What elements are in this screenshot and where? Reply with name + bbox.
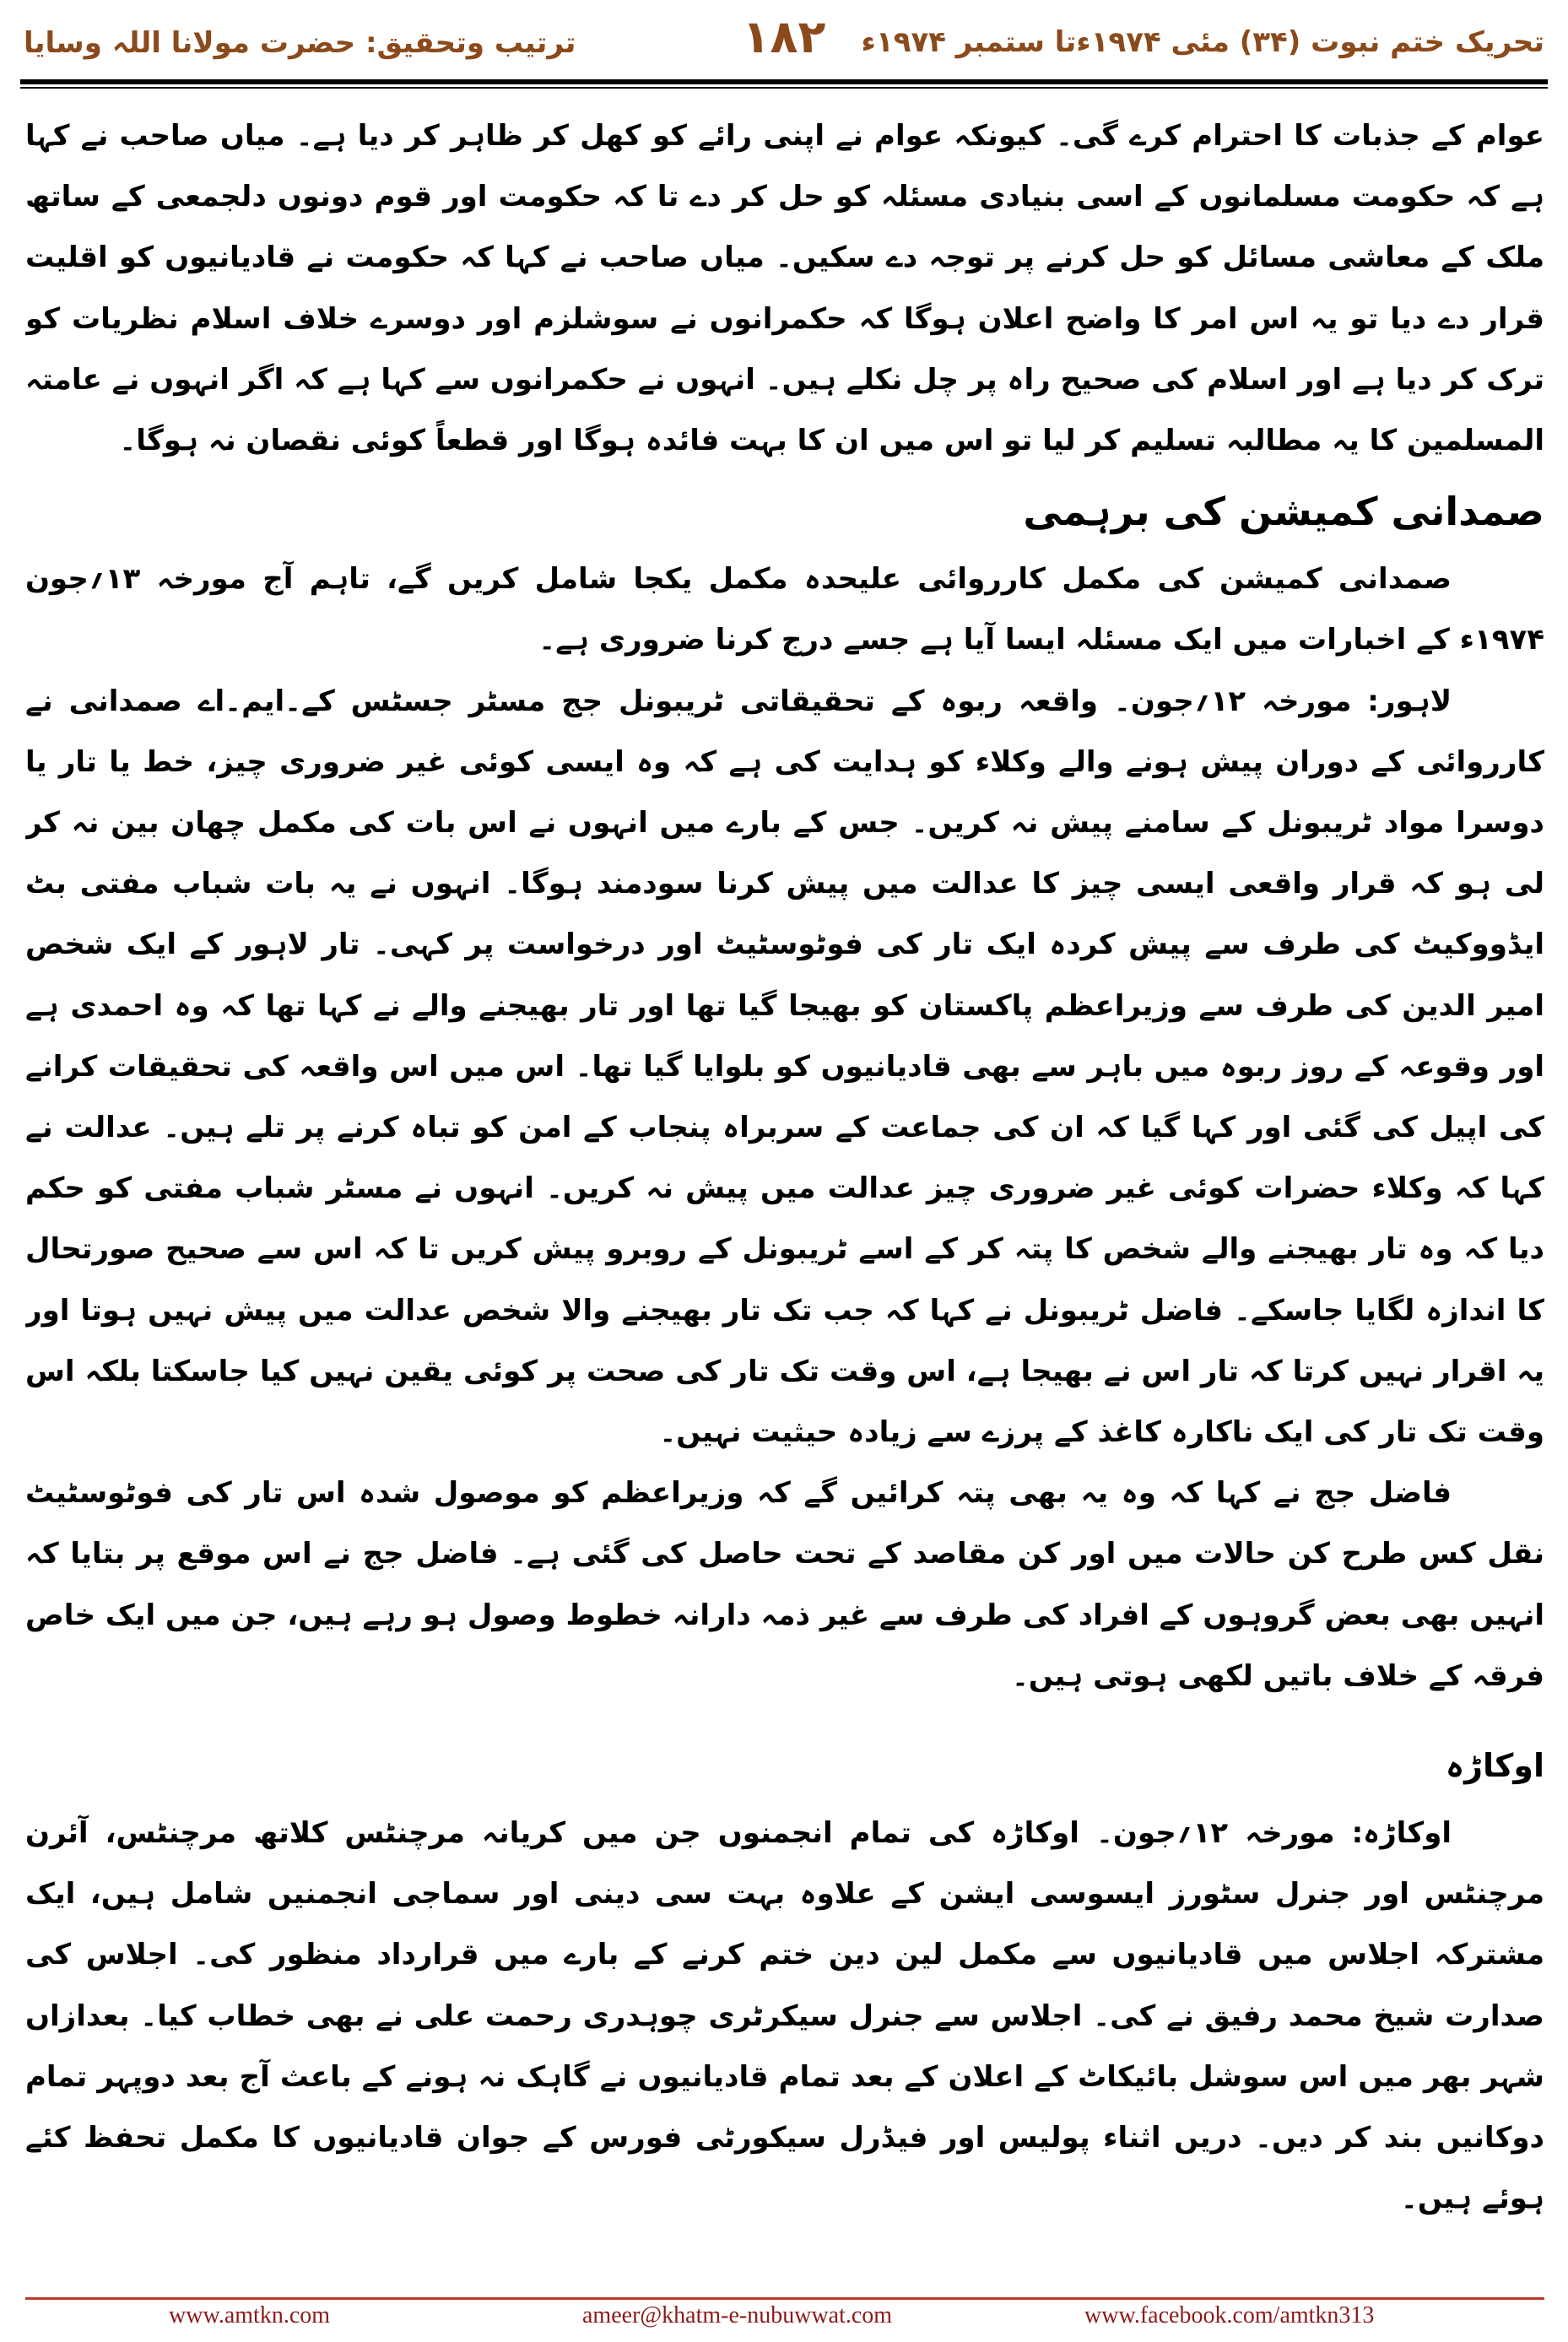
facebook-link[interactable]: www.facebook.com/amtkn313 bbox=[1084, 2302, 1375, 2328]
header-rule bbox=[20, 79, 1548, 84]
book-title: تحریک ختم نبوت (۳۴) مئی ۱۹۷۴ءتا ستمبر ۱۹۷۴ء bbox=[861, 25, 1544, 59]
paragraph-4: فاضل جج نے کہا کہ وہ یہ بھی پتہ کرائیں گے کہ وزیراعظم کو موصول شدہ اس تار کی فوٹوسٹیٹ نقل کس طرح کن حالات میں اور کن مقاصد کے تحت حاصل کی گئی ہے۔ فاضل جج نے اس موقع پر بتایا کہ انہیں بھی بعض گروہوں کے افراد کی طرف سے غیر ذمہ دارانہ خطوط وصول ہو رہے ہیں، جن میں ایک خاص فرقہ کے خلاف باتیں لکھی ہوتی ہیں۔ bbox=[25, 1476, 1544, 1693]
page-number: ۱۸۲ bbox=[742, 10, 826, 63]
paragraph-5: اوکاڑہ: مورخہ ۱۲؍جون۔ اوکاڑہ کی تمام انجمنوں جن میں کریانہ مرچنٹس کلاتھ مرچنٹس، آئرن مرچنٹس اور جنرل سٹورز ایسوسی ایشن کے علاوہ بہت سی دینی اور سماجی انجمنیں شامل ہیں، ایک مشترکہ اجلاس میں قادیانیوں سے مکمل لین دین ختم کرنے کے بارے میں قرارداد منظور کی۔ اجلاس کی صدارت شیخ محمد رفیق نے کی۔ اجلاس سے جنرل سیکرٹری چوہدری رحمت علی نے بھی خطاب کیا۔ بعدازاں شہر بھر میں اس سوشل بائیکاٹ کے اعلان کے بعد تمام قادیانیوں نے گاہک نہ ہونے کے باعث آج بعد دوپہر تمام دوکانیں بند کر دیں۔ دریں اثناء پولیس اور فیڈرل سیکورٹی فورس کے جوان قادیانیوں کا مکمل تحفظ کئے ہوئے ہیں۔ bbox=[25, 1816, 1544, 2216]
header-rule-thin bbox=[20, 87, 1548, 89]
paragraph-2: صمدانی کمیشن کی مکمل کارروائی علیحدہ مکمل یکجا شامل کریں گے، تاہم آج مورخہ ۱۳؍جون ۱۹۷۴ء کے اخبارات میں ایک مسئلہ ایسا آیا ہے جسے درج کرنا ضروری ہے۔ bbox=[25, 562, 1544, 657]
email-link[interactable]: ameer@khatm-e-nubuwwat.com bbox=[582, 2302, 893, 2328]
paragraph-1: عوام کے جذبات کا احترام کرے گی۔ کیونکہ عوام نے اپنی رائے کو کھل کر ظاہر کر دیا ہے۔ میاں صاحب نے کہا ہے کہ حکومت مسلمانوں کے اسی بنیادی مسئلہ کو حل کر دے تا کہ حکومت اور قوم دونوں دلجمعی کے ساتھ ملک کے معاشی مسائل کو حل کرنے پر توجہ دے سکیں۔ میاں صاحب نے کہا کہ حکومت نے قادیانیوں کو اقلیت قرار دے دیا تو یہ اس امر کا واضح اعلان ہوگا کہ حکمرانوں نے سوشلزم اور دوسرے خلاف اسلام نظریات کو ترک کر دیا ہے اور اسلام کی صحیح راہ پر چل نکلے ہیں۔ انہوں نے حکمرانوں سے کہا ہے کہ اگر انہوں نے عامتہ المسلمین کا یہ مطالبہ تسلیم کر لیا تو اس میں ان کا بہت فائدہ ہوگا اور قطعاً کوئی نقصان نہ ہوگا۔ bbox=[25, 119, 1544, 458]
footer-rule bbox=[25, 2297, 1544, 2300]
compiler-credit: ترتیب وتحقیق: حضرت مولانا اللہ وسایا bbox=[24, 26, 576, 60]
page-header bbox=[0, 0, 1568, 74]
paragraph-3: لاہور: مورخہ ۱۲؍جون۔ واقعہ ربوہ کے تحقیقاتی ٹریبونل جج مسٹر جسٹس کے۔ایم۔اے صمدانی نے کارروائی کے دوران پیش ہونے والے وکلاء کو ہدایت کی ہے کہ وہ ایسی کوئی غیر ضروری چیز، خط یا تار یا دوسرا مواد ٹریبونل کے سامنے پیش نہ کریں۔ جس کے بارے میں انہوں نے اس بات کی مکمل چھان بین نہ کر لی ہو کہ قرار واقعی ایسی چیز کا عدالت میں پیش کرنا سودمند ہوگا۔ انہوں نے یہ بات شباب مفتی بٹ ایڈووکیٹ کی طرف سے پیش کردہ ایک تار کی فوٹوسٹیٹ اور درخواست پر کہی۔ تار لاہور کے ایک شخص امیر الدین کی طرف سے وزیراعظم پاکستان کو بھیجا گیا تھا اور تار بھیجنے والے نے کہا تھا کہ وہ احمدی ہے اور وقوعہ کے روز ربوہ میں باہر سے بھی قادیانیوں کو بلوایا گیا تھا۔ اس میں اس واقعہ کی تحقیقات کرانے کی اپیل کی گئی اور کہا گیا کہ ان کی جماعت کے سربراہ پنجاب کے امن کو تباہ کرنے پر تلے ہیں۔ عدالت نے کہا کہ وکلاء حضرات کوئی غیر ضروری چیز عدالت میں پیش نہ کریں۔ انہوں نے مسٹر شباب مفتی کو حکم دیا کہ وہ تار بھیجنے والے شخص کا پتہ کر کے اسے ٹریبونل کے روبرو پیش کریں تا کہ اس سے صحیح صورتحال کا اندازہ لگایا جاسکے۔ فاضل ٹریبونل نے کہا کہ جب تک تار بھیجنے والا شخص عدالت میں پیش نہیں ہوتا اور یہ اقرار نہیں کرتا کہ تار اس نے بھیجا ہے، اس وقت تک تار کی صحت پر کوئی یقین نہیں کیا جاسکتا بلکہ اس وقت تک تار کی ایک ناکارہ کاغذ کے پرزے سے زیادہ حیثیت نہیں۔ bbox=[25, 684, 1544, 1450]
website-link[interactable]: www.amtkn.com bbox=[169, 2302, 331, 2328]
section-heading-samdani: صمدانی کمیشن کی برہمی bbox=[1023, 489, 1544, 535]
page-footer bbox=[0, 2302, 1568, 2336]
page-body bbox=[25, 105, 1544, 2270]
section-heading-okara: اوکاڑہ bbox=[1445, 1747, 1544, 1785]
